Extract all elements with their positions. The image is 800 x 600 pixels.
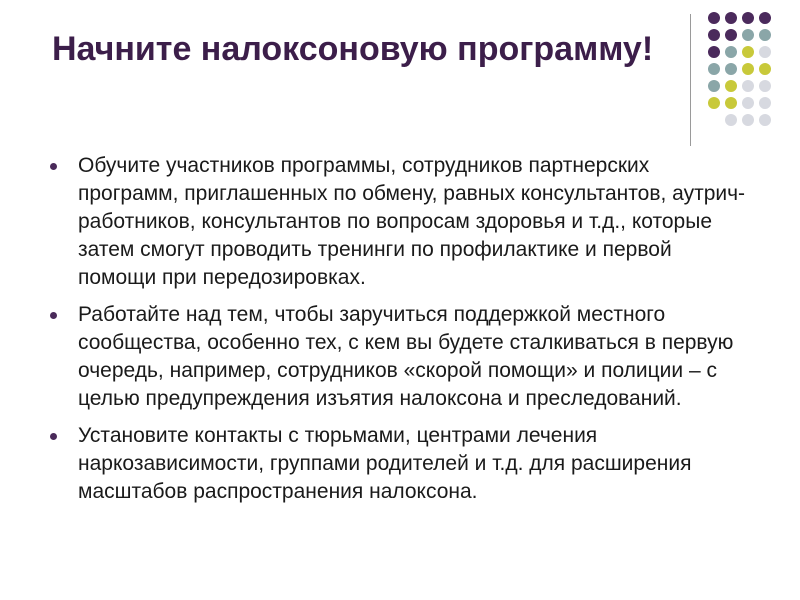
decorative-dot: [759, 114, 771, 126]
decorative-dot: [759, 29, 771, 41]
slide-title: Начните налоксоновую программу!: [52, 30, 654, 68]
decorative-dot-grid: [708, 12, 778, 132]
decorative-dot: [725, 46, 737, 58]
decorative-dot: [742, 63, 754, 75]
decorative-dot: [708, 63, 720, 75]
decorative-dot: [725, 114, 737, 126]
decorative-dot: [725, 29, 737, 41]
decorative-dot: [759, 12, 771, 24]
decorative-dot: [742, 29, 754, 41]
decorative-dot: [725, 12, 737, 24]
bullet-item: [48, 301, 748, 413]
decorative-dot: [725, 63, 737, 75]
bullet-item: [48, 422, 748, 506]
bullet-text: Установите контакты с тюрьмами, центрами лечения наркозависимости, группами родителей и т.д. для расширения масштабов распространения налоксона.: [78, 424, 692, 503]
bullet-text: Обучите участников программы, сотрудников партнерских программ, приглашенных по обмену, равных консультантов, аутрич-работников, консультантов по вопросам здоровья и т.д., которые затем смогут проводить тренинги по профилактике и первой помощи при передозировках.: [78, 154, 746, 289]
bullet-text: Работайте над тем, чтобы заручиться поддержкой местного сообщества, особенно тех, с кем вы будете сталкиваться в первую очередь, например, сотрудников «скорой помощи» и полиции – с целью предупреждения изъятия налоксона и преследований.: [78, 303, 734, 410]
decorative-dot: [742, 46, 754, 58]
bullet-dot-icon: [50, 433, 57, 440]
decorative-dot: [725, 80, 737, 92]
decorative-dot: [742, 114, 754, 126]
bullet-dot-icon: [50, 163, 57, 170]
decorative-dot: [742, 80, 754, 92]
decorative-dot: [759, 97, 771, 109]
vertical-divider: [690, 14, 691, 146]
decorative-dot: [742, 12, 754, 24]
bullet-list: [48, 152, 748, 515]
decorative-dot: [708, 80, 720, 92]
decorative-dot: [725, 97, 737, 109]
decorative-dot: [742, 97, 754, 109]
decorative-dot: [759, 63, 771, 75]
bullet-item: [48, 152, 748, 292]
decorative-dot: [708, 12, 720, 24]
decorative-dot: [759, 46, 771, 58]
decorative-dot: [708, 97, 720, 109]
decorative-dot: [759, 80, 771, 92]
decorative-dot: [708, 29, 720, 41]
decorative-dot: [708, 46, 720, 58]
bullet-dot-icon: [50, 312, 57, 319]
